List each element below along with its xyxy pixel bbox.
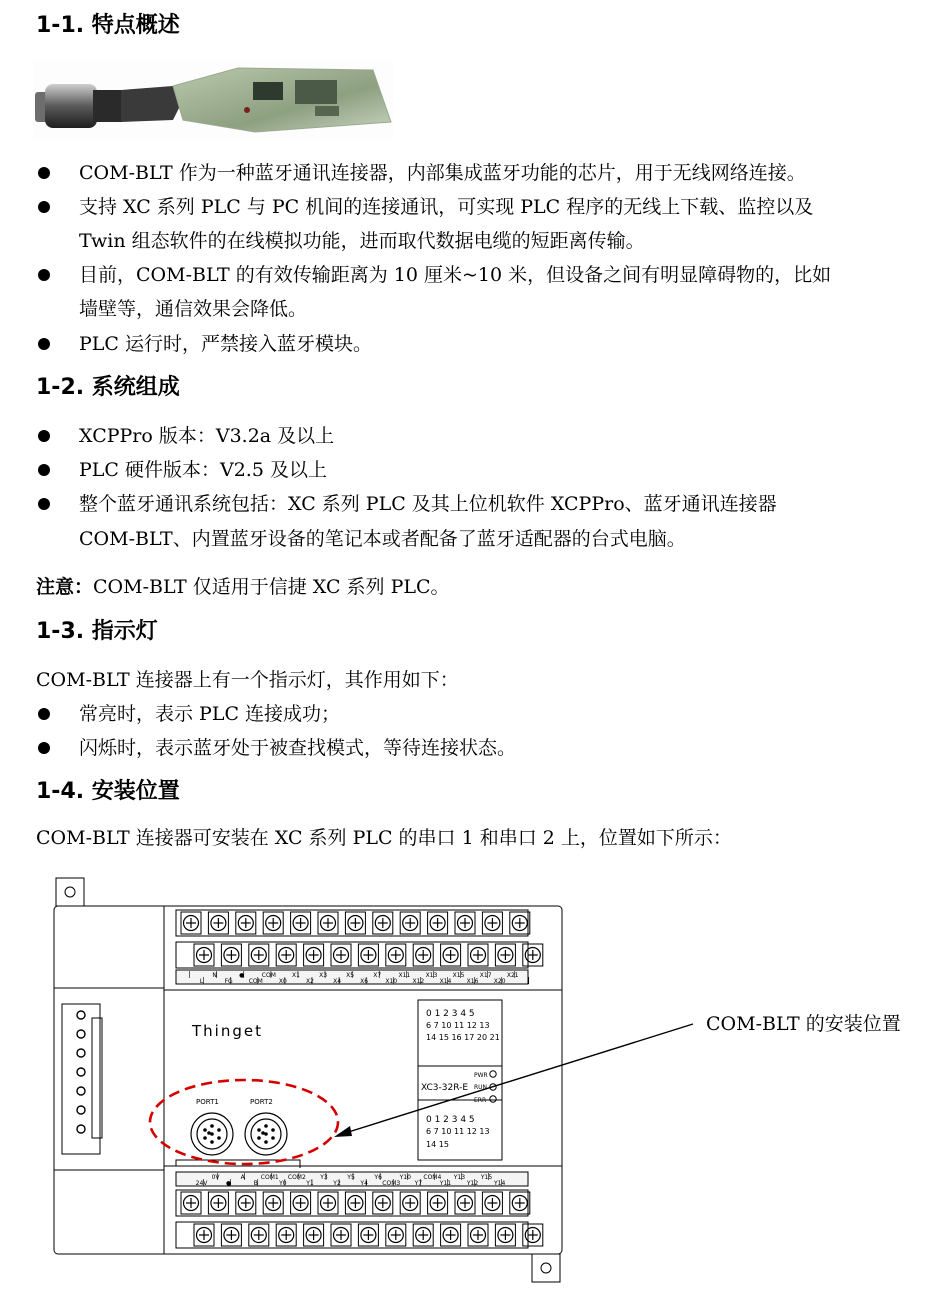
terminal-label: X4 xyxy=(333,978,342,985)
brand-label: Thinget xyxy=(192,1022,263,1040)
callout-arrow xyxy=(342,1024,693,1134)
terminal-label: X20 xyxy=(493,978,506,985)
list-item: 闪烁时，表示蓝牙处于被查找模式，等待连接状态。 xyxy=(79,737,517,759)
port-pin xyxy=(271,1128,275,1132)
terminal-label: COM2 xyxy=(287,1174,306,1181)
com-blt-photo xyxy=(33,60,393,140)
terminal-label: X2 xyxy=(305,978,314,985)
terminal-label: 24V xyxy=(195,1180,208,1187)
terminal-label: Y15 xyxy=(480,1174,493,1181)
section-title-1-2: 1-2. 系统组成 xyxy=(36,375,180,400)
terminal-label: X6 xyxy=(360,978,369,985)
note xyxy=(36,574,450,600)
left-connector xyxy=(62,1004,100,1154)
terminal-label: X16 xyxy=(466,978,479,985)
terminal-label: ● xyxy=(239,972,245,979)
bullet-dot xyxy=(38,269,50,281)
terminal-label: X13 xyxy=(425,972,438,979)
port2-label: PORT2 xyxy=(250,1098,273,1106)
port-pin xyxy=(207,1131,211,1135)
terminal-label: X1 xyxy=(291,972,300,979)
output-numbers-row1: 0 1 2 3 4 5 xyxy=(426,1115,475,1125)
port1-label: PORT1 xyxy=(196,1098,219,1106)
led-err-label: ERR xyxy=(474,1097,487,1104)
bullet-dot xyxy=(38,464,50,476)
connector-pin xyxy=(77,1011,85,1019)
list-item: PLC 硬件版本：V2.5 及以上 xyxy=(79,459,327,481)
list-item: 支持 XC 系列 PLC 与 PC 机间的连接通讯，可实现 PLC 程序的无线上下载、监控以及 xyxy=(79,196,814,218)
terminal-label: ● xyxy=(226,1180,232,1187)
terminal-label: X17 xyxy=(479,972,492,979)
connector-pin xyxy=(77,1030,85,1038)
terminal-label: Y6 xyxy=(374,1174,382,1181)
bullet-dot xyxy=(38,742,50,754)
port-pin xyxy=(264,1124,268,1128)
mount-tab xyxy=(56,878,84,906)
section-title-1-4: 1-4. 安装位置 xyxy=(36,779,180,804)
terminal-label: Y5 xyxy=(347,1174,355,1181)
terminal-label: Y1 xyxy=(306,1180,314,1187)
led-pwr-label: PWR xyxy=(474,1072,488,1079)
input-numbers-row3: 14 15 16 17 20 21 xyxy=(426,1033,500,1042)
terminal-label: X15 xyxy=(452,972,465,979)
terminal-label: X7 xyxy=(373,972,382,979)
bullet-dot xyxy=(38,708,50,720)
list-item: COM-BLT 作为一种蓝牙通讯连接器，内部集成蓝牙功能的芯片，用于无线网络连接。 xyxy=(79,162,806,184)
list-item: PLC 运行时，严禁接入蓝牙模块。 xyxy=(79,333,372,355)
section-title-1-1: 1-1. 特点概述 xyxy=(36,13,180,38)
bullet-dot xyxy=(38,167,50,179)
install-position-highlight xyxy=(150,1080,338,1164)
terminal-label: COM xyxy=(261,972,276,979)
terminal-label: COM4 xyxy=(423,1174,442,1181)
terminal-label: X0 xyxy=(278,978,287,985)
terminal-label: B xyxy=(253,1180,258,1187)
list-item: 目前，COM-BLT 的有效传输距离为 10 厘米~10 米，但设备之间有明显障碍物的，比如 xyxy=(79,264,832,286)
list-item-continuation: COM-BLT、内置蓝牙设备的笔记本或者配备了蓝牙适配器的台式电脑。 xyxy=(79,528,686,550)
terminal-label: Y0 xyxy=(279,1180,287,1187)
port-pin xyxy=(217,1136,221,1140)
terminal-label: A xyxy=(240,1174,245,1181)
terminal-label: Y3 xyxy=(320,1174,328,1181)
paragraph: COM-BLT 连接器上有一个指示灯，其作用如下： xyxy=(36,669,459,691)
port-pin xyxy=(264,1140,268,1144)
port-pin xyxy=(210,1124,214,1128)
list-item: 整个蓝牙通讯系统包括：XC 系列 PLC 及其上位机软件 XCPPro、蓝牙通讯连接器 xyxy=(79,493,777,515)
list-item: 常亮时，表示 PLC 连接成功； xyxy=(79,703,341,725)
terminal-label: COM1 xyxy=(260,1174,279,1181)
note-label: 注意： xyxy=(36,576,94,598)
terminal-label: Y12 xyxy=(466,1180,479,1187)
mount-tab xyxy=(532,1254,560,1282)
terminal-label: Y14 xyxy=(493,1180,506,1187)
terminal-label: Y10 xyxy=(399,1174,411,1181)
model-label: XC3-32R-E xyxy=(421,1083,469,1093)
terminal-label: L xyxy=(199,978,204,985)
note-text: COM-BLT 仅适用于信捷 XC 系列 PLC。 xyxy=(93,576,450,598)
list-item-continuation: 墙壁等，通信效果会降低。 xyxy=(79,298,308,320)
port-pin xyxy=(217,1128,221,1132)
port-pin xyxy=(257,1136,261,1140)
port-pin xyxy=(271,1136,275,1140)
terminal-label: X3 xyxy=(319,972,328,979)
connector-pin xyxy=(77,1125,85,1133)
terminal-label: X12 xyxy=(412,978,425,985)
terminal-label: N xyxy=(212,972,217,979)
connector-pin xyxy=(77,1049,85,1057)
terminal-label: Y4 xyxy=(360,1180,368,1187)
terminal-label: Y7 xyxy=(414,1180,423,1187)
output-numbers-row3: 14 15 xyxy=(426,1140,449,1149)
connector-pin xyxy=(77,1087,85,1095)
port-pin xyxy=(210,1140,214,1144)
terminal-label: X14 xyxy=(439,978,452,985)
terminal-label: X11 xyxy=(398,972,411,979)
bullet-dot xyxy=(38,498,50,510)
terminal-label: Y13 xyxy=(453,1174,466,1181)
list-item-continuation: Twin 组态软件的在线模拟功能，进而取代数据电缆的短距离传输。 xyxy=(79,230,645,252)
input-numbers-row1: 0 1 2 3 4 5 xyxy=(426,1009,475,1019)
list-item: XCPPro 版本：V3.2a 及以上 xyxy=(79,425,335,447)
port-pin xyxy=(203,1136,207,1140)
paragraph: COM-BLT 连接器可安装在 XC 系列 PLC 的串口 1 和串口 2 上，位置如下所示： xyxy=(36,827,732,849)
bullet-dot xyxy=(38,201,50,213)
terminal-label: 0V xyxy=(211,1174,220,1181)
bullet-dot xyxy=(38,338,50,350)
terminal-label: X5 xyxy=(346,972,355,979)
port-pin xyxy=(257,1128,261,1132)
terminal-label: FG xyxy=(224,978,233,985)
plc-diagram xyxy=(0,870,931,1290)
input-numbers-row2: 6 7 10 11 12 13 xyxy=(426,1021,490,1030)
section-title-1-3: 1-3. 指示灯 xyxy=(36,619,158,644)
terminal-label: Y2 xyxy=(333,1180,341,1187)
callout-label: COM-BLT 的安装位置 xyxy=(706,1013,901,1035)
bullet-dot xyxy=(38,430,50,442)
port-pin xyxy=(261,1131,265,1135)
connector-pin xyxy=(77,1068,85,1076)
port-pin xyxy=(203,1128,207,1132)
terminal-label: COM3 xyxy=(382,1180,401,1187)
terminal-label: COM xyxy=(248,978,263,985)
output-numbers-row2: 6 7 10 11 12 13 xyxy=(426,1127,490,1136)
led-run-label: RUN xyxy=(474,1084,488,1091)
terminal-label: X21 xyxy=(506,972,519,979)
connector-pin xyxy=(77,1106,85,1114)
terminal-label: X10 xyxy=(385,978,398,985)
terminal-label: Y11 xyxy=(439,1180,452,1187)
